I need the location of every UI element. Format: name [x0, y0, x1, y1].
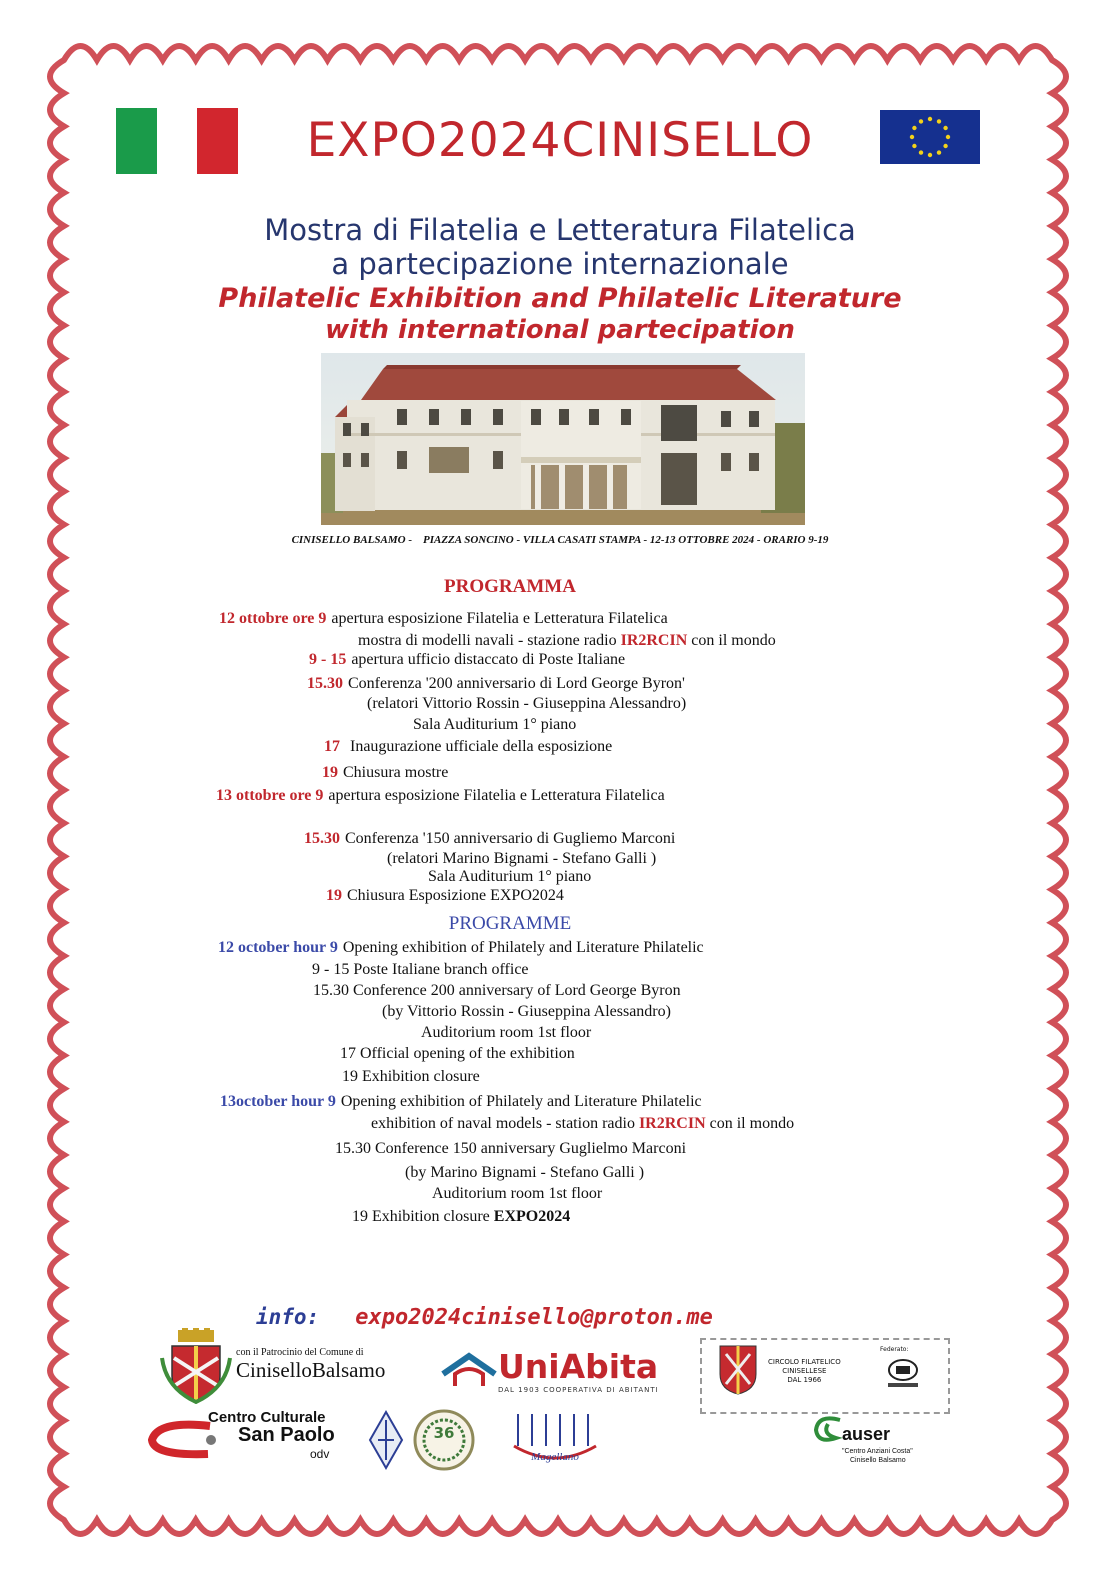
anniversary-number: 36 — [433, 1424, 455, 1442]
subtitle-en-line1: Philatelic Exhibition and Philatelic Literature — [218, 283, 902, 314]
programma-row: 15.30 Conferenza '150 anniversario di Gugliemo Marconi — [304, 830, 676, 847]
san-paolo-line2: San Paolo — [238, 1424, 335, 1446]
programma-row: 19 Chiusura Esposizione EXPO2024 — [326, 887, 564, 904]
circolo-shield-icon — [718, 1344, 758, 1396]
programma-row: 9 - 15 apertura ufficio distaccato di Poste Italiane — [309, 651, 626, 668]
eu-star-icon — [943, 126, 947, 130]
eu-star-icon — [910, 135, 914, 139]
magellano-name: Magellano — [531, 1451, 579, 1463]
eu-star-icon — [937, 150, 941, 154]
uniabita-tagline: DAL 1903 COOPERATIVA DI ABITANTI — [498, 1386, 659, 1394]
subtitle-it-line1: Mostra di Filatelia e Letteratura Filatelica — [264, 213, 856, 247]
auser-name: auser — [842, 1424, 891, 1444]
subtitle-en-line2: with international partecipation — [325, 315, 795, 345]
programme-row: 15.30 Conference 200 anniversary of Lord George Byron — [313, 982, 681, 999]
subtitle-it-line2: a partecipazione internazionale — [331, 247, 789, 281]
info-line — [256, 1305, 713, 1330]
programma-row: Sala Auditurium 1° piano — [413, 716, 577, 733]
programme-row: 13october hour 9 Opening exhibition of Philately and Literature Philatelic — [220, 1093, 702, 1110]
cinisello-coat-of-arms-icon — [160, 1328, 232, 1404]
circolo-federation-label: Federato: — [880, 1346, 909, 1353]
info-email-link[interactable]: expo2024cinisello@proton.me — [355, 1305, 713, 1330]
magellano-logo-icon — [510, 1410, 600, 1472]
cinisello-patronage-label: con il Patrocinio del Comune di — [236, 1347, 364, 1358]
uniabita-name: UniAbita — [498, 1347, 659, 1386]
programme-heading: PROGRAMME — [448, 913, 572, 934]
eu-flag-icon — [880, 110, 980, 164]
info-label: info: — [256, 1305, 320, 1329]
anniversary-badge-icon — [412, 1408, 476, 1472]
programme-row: exhibition of naval models - station radio IR2RCIN con il mondo — [371, 1115, 795, 1132]
eu-star-icon — [928, 153, 932, 157]
programme-row: 17 Official opening of the exhibition — [340, 1045, 575, 1062]
programma-row: (relatori Vittorio Rossin - Giuseppina Alessandro) — [367, 695, 687, 712]
eu-star-icon — [928, 117, 932, 121]
uniabita-house-icon — [441, 1352, 497, 1388]
eu-star-icon — [912, 126, 916, 130]
auser-city: Cinisello Balsamo — [850, 1457, 906, 1464]
programma-row: (relatori Marino Bignami - Stefano Galli ) — [387, 850, 657, 867]
programma-heading: PROGRAMMA — [444, 576, 576, 597]
eu-star-icon — [919, 119, 923, 123]
eu-star-icon — [912, 144, 916, 148]
programme-row: 15.30 Conference 150 anniversary Guglielmo Marconi — [335, 1140, 687, 1157]
auser-subtitle: "Centro Anziani Costa" — [842, 1448, 913, 1455]
italy-flag-icon — [116, 108, 238, 174]
programma-row: mostra di modelli navali - stazione radio IR2RCIN con il mondo — [358, 632, 776, 649]
villa-casati-stampa-photo — [321, 353, 805, 525]
eu-star-icon — [943, 144, 947, 148]
cinisello-name: CiniselloBalsamo — [236, 1358, 386, 1382]
programme-row: 19 Exhibition closure EXPO2024 — [352, 1208, 571, 1225]
programma-row: 12 ottobre ore 9 apertura esposizione Filatelia e Letteratura Filatelica — [219, 610, 668, 627]
eu-star-icon — [946, 135, 950, 139]
san-paolo-line3: odv — [310, 1447, 330, 1461]
programme-row: Auditorium room 1st floor — [432, 1185, 603, 1202]
programma-row: Sala Auditurium 1° piano — [428, 868, 592, 885]
programma-row: 19 Chiusura mostre — [322, 764, 449, 781]
ari-radio-diamond-icon — [368, 1410, 404, 1470]
circolo-filatelico-text: CIRCOLO FILATELICO CINISELLESE DAL 1966 — [768, 1358, 841, 1384]
eu-star-icon — [937, 119, 941, 123]
eu-star-icon — [919, 150, 923, 154]
programme-row: (by Vittorio Rossin - Giuseppina Alessandro) — [382, 1003, 671, 1020]
event-title: EXPO2024CINISELLO — [306, 113, 814, 168]
programme-row: Auditorium room 1st floor — [421, 1024, 592, 1041]
programma-row: 15.30 Conferenza '200 anniversario di Lord George Byron' — [307, 675, 685, 692]
federation-badge-icon — [886, 1358, 920, 1388]
san-paolo-swoosh-icon — [148, 1420, 218, 1460]
san-paolo-line1: Centro Culturale — [208, 1409, 326, 1426]
programma-row: 17 Inaugurazione ufficiale della esposizione — [324, 738, 613, 755]
event-location: CINISELLO BALSAMO - PIAZZA SONCINO - VILLA CASATI STAMPA - 12-13 OTTOBRE 2024 - ORARIO 9-19 — [291, 534, 829, 546]
programme-row: 9 - 15 Poste Italiane branch office — [312, 961, 529, 978]
programme-row: (by Marino Bignami - Stefano Galli ) — [405, 1164, 645, 1181]
auser-swirl-icon — [812, 1412, 844, 1446]
programme-row: 12 october hour 9 Opening exhibition of Philately and Literature Philatelic — [218, 939, 704, 956]
programme-row: 19 Exhibition closure — [342, 1068, 480, 1085]
programma-row: 13 ottobre ore 9 apertura esposizione Filatelia e Letteratura Filatelica — [216, 787, 665, 804]
